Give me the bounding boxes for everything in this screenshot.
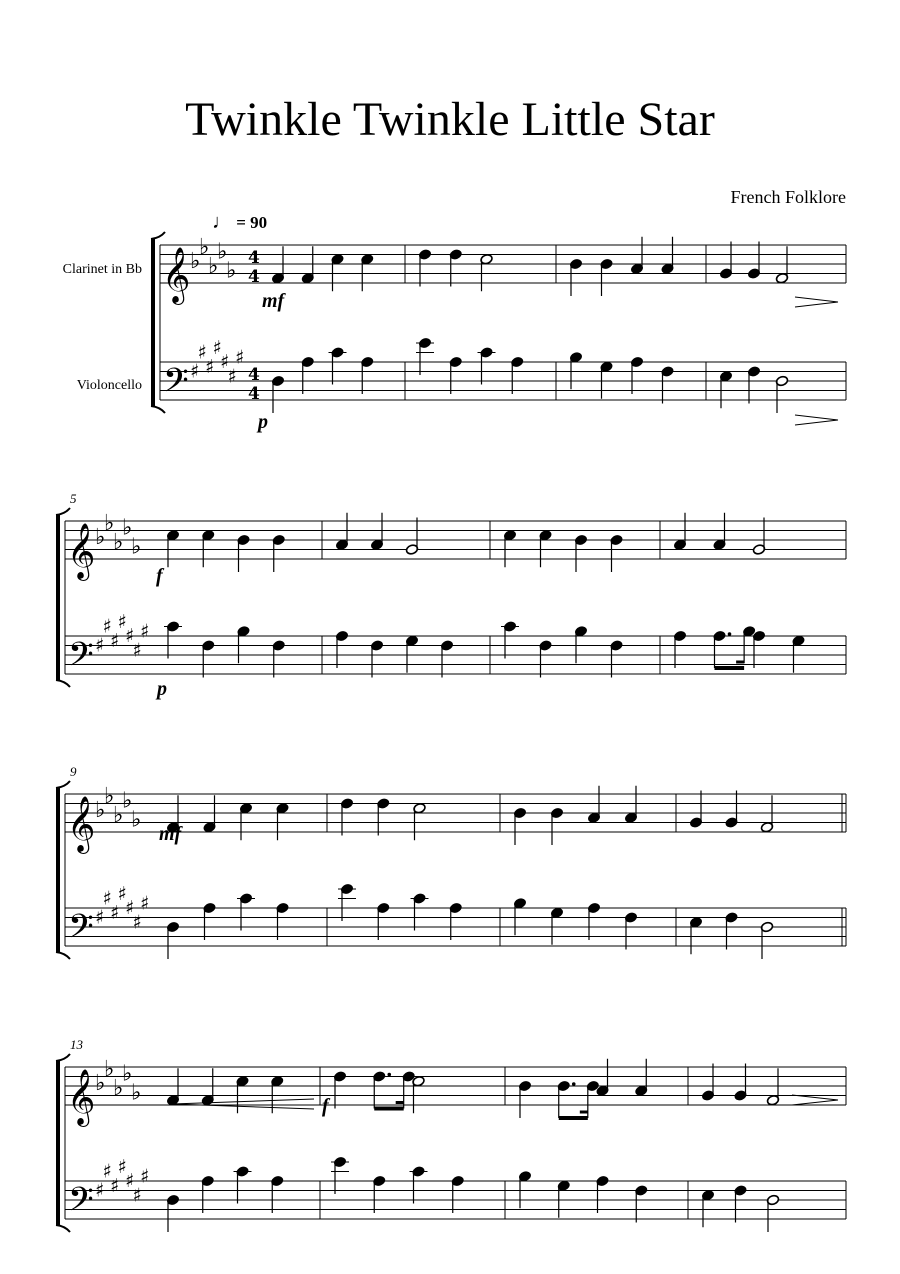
key-sharp-icon: ♯: [132, 639, 142, 662]
key-sharp-icon: ♯: [205, 355, 215, 378]
key-sharp-icon: ♯: [110, 901, 120, 924]
key-sharp-icon: ♯: [95, 1179, 105, 1202]
dynamic-marking: p: [157, 678, 167, 700]
key-sharp-icon: ♯: [140, 892, 150, 915]
treble-clef-icon: 𝄞: [162, 247, 191, 303]
measure-number: 13: [70, 1037, 83, 1052]
key-sharp-icon: ♯: [110, 629, 120, 652]
key-flat-icon: ♭: [131, 534, 142, 560]
augmentation-dot: [387, 1073, 391, 1077]
system-bracket: [151, 232, 165, 239]
key-flat-icon: ♭: [122, 1061, 133, 1087]
key-sharp-icon: ♯: [117, 882, 127, 905]
key-sharp-icon: ♯: [95, 634, 105, 657]
key-flat-icon: ♭: [95, 798, 106, 823]
key-sharp-icon: ♯: [235, 346, 245, 369]
system-bracket: [56, 1054, 70, 1061]
time-signature-denominator: 4: [248, 384, 260, 404]
key-flat-icon: ♭: [131, 807, 142, 833]
decrescendo-hairpin: [792, 1100, 838, 1105]
key-sharp-icon: ♯: [102, 887, 112, 910]
bass-clef-icon: 𝄢: [68, 1181, 94, 1227]
key-flat-icon: ♭: [122, 788, 133, 814]
key-flat-icon: ♭: [104, 510, 115, 536]
key-flat-icon: ♭: [104, 783, 115, 809]
decrescendo-hairpin: [795, 297, 838, 302]
augmentation-dot: [728, 632, 732, 636]
bass-clef-icon: 𝄢: [68, 636, 94, 682]
key-sharp-icon: ♯: [212, 336, 222, 359]
key-sharp-icon: ♯: [117, 610, 127, 633]
key-flat-icon: ♭: [104, 1056, 115, 1082]
key-sharp-icon: ♯: [125, 1170, 135, 1192]
key-sharp-icon: ♯: [102, 615, 112, 638]
instrument-label-clarinet: Clarinet in Bb: [62, 262, 142, 277]
key-sharp-icon: ♯: [140, 620, 150, 643]
key-sharp-icon: ♯: [140, 1165, 150, 1188]
instrument-label-cello: Violoncello: [76, 378, 142, 393]
key-sharp-icon: ♯: [197, 341, 207, 364]
key-sharp-icon: ♯: [190, 360, 200, 383]
key-sharp-icon: ♯: [132, 1184, 142, 1207]
measure-number: 9: [70, 764, 77, 779]
key-sharp-icon: ♯: [117, 1155, 127, 1178]
key-flat-icon: ♭: [208, 253, 219, 279]
key-sharp-icon: ♯: [125, 625, 135, 647]
crescendo-hairpin: [172, 1099, 314, 1104]
bass-clef-icon: 𝄢: [68, 908, 94, 954]
key-sharp-icon: ♯: [220, 351, 230, 373]
dynamic-marking: mf: [159, 823, 182, 845]
decrescendo-hairpin: [795, 415, 838, 420]
dynamic-marking: mf: [262, 290, 285, 312]
system-bracket: [56, 508, 70, 515]
key-sharp-icon: ♯: [102, 1160, 112, 1183]
key-sharp-icon: ♯: [110, 1174, 120, 1197]
treble-clef-icon: 𝄞: [67, 523, 96, 579]
quarter-note-icon: ♩: [212, 211, 232, 233]
key-flat-icon: ♭: [113, 529, 124, 555]
measure-number: 5: [70, 491, 77, 506]
key-sharp-icon: ♯: [132, 911, 142, 934]
bass-clef-icon: 𝄢: [163, 362, 189, 408]
key-sharp-icon: ♯: [227, 365, 237, 388]
key-flat-icon: ♭: [199, 234, 210, 260]
dynamic-marking: f: [322, 1095, 329, 1117]
treble-clef-icon: 𝄞: [67, 1069, 96, 1125]
key-flat-icon: ♭: [95, 1071, 106, 1096]
system-bracket: [56, 781, 70, 788]
key-flat-icon: ♭: [95, 525, 106, 550]
time-signature-numerator: 4: [248, 248, 260, 268]
score-title: Twinkle Twinkle Little Star: [185, 93, 715, 146]
key-flat-icon: ♭: [217, 239, 228, 265]
key-flat-icon: ♭: [131, 1080, 142, 1106]
dynamic-marking: f: [156, 565, 163, 587]
treble-clef-icon: 𝄞: [67, 796, 96, 852]
decrescendo-hairpin: [795, 420, 838, 425]
time-signature-numerator: 4: [248, 365, 260, 385]
key-flat-icon: ♭: [113, 1075, 124, 1101]
key-flat-icon: ♭: [113, 802, 124, 828]
dynamic-marking: p: [258, 411, 268, 433]
key-flat-icon: ♭: [122, 515, 133, 541]
key-sharp-icon: ♯: [95, 906, 105, 929]
key-sharp-icon: ♯: [125, 897, 135, 919]
key-flat-icon: ♭: [226, 258, 237, 284]
key-flat-icon: ♭: [190, 249, 201, 274]
decrescendo-hairpin: [795, 302, 838, 307]
tempo-value: = 90: [236, 213, 268, 232]
augmentation-dot: [572, 1082, 576, 1086]
composer-credit: French Folklore: [730, 187, 846, 207]
time-signature-denominator: 4: [248, 267, 260, 287]
